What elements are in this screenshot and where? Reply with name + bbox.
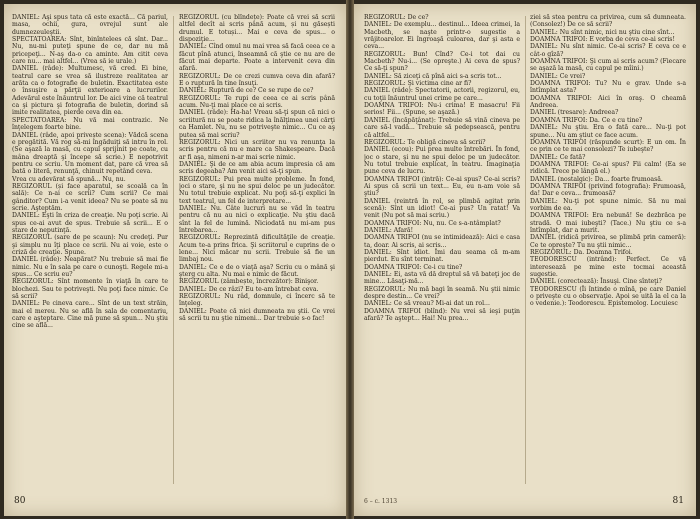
dialogue-paragraph: DOAMNA TRIFOI: Ce-i cu tine? xyxy=(364,263,463,271)
right-page xyxy=(354,4,696,516)
dialogue-paragraph: DANIEL: Ruptură de ce? Ce se rupe de ce? xyxy=(179,87,314,95)
dialogue-paragraph: REGIZORUL: Şi victima cine ar fi? xyxy=(364,80,472,88)
dialogue-paragraph: REGIZORUL (cu blîndețe): Poate că vrei să scrii altfel decît ai scris până acum, și nu găsești drumul. E totuși... Mai e ceva de spus... o dispoziţie... xyxy=(179,14,335,44)
dialogue-paragraph: DANIEL (corectează): Însuşi. Cine sînteţi? xyxy=(530,278,662,286)
dialogue-paragraph: DOAMNA TRIFOI: Nu-i crima! E masacru! Fii serios! Fii... (Spune, se aşază.) xyxy=(364,102,520,117)
dialogue-paragraph: DANIEL: Eşti în criza de creaţie. Nu poţi scrie. Ai spus ce-ai avut de spus. Trebuie să scrii... E o stare de neputinţă. xyxy=(12,212,168,234)
left-column-1 xyxy=(12,14,168,484)
dialogue-paragraph: REGIZORUL: De ce? xyxy=(364,14,429,21)
dialogue-paragraph: DOAMNA TRIFOI (răspunde scurt): E un om. În ce prin ce te mai consolezi? Te iubeşte? xyxy=(530,138,686,154)
dialogue-paragraph: TEODORESCU (intrând): Perfect. Ce vă interesează pe mine este tocmai această sugestie. xyxy=(530,256,686,279)
column-divider xyxy=(525,16,526,484)
dialogue-paragraph: DANIEL (nostalgic): Da... foarte frumoasă. xyxy=(530,175,663,183)
dialogue-paragraph: REGIZORUL: Nu râd, domnule, ci încerc să te înţeleg. xyxy=(179,293,335,308)
dialogue-paragraph: DANIEL: Pe cineva care... Sînt de un text străin, mai el mereu. Nu se află în sala de comentariu, care e aşteptare. Cine mă pune să spun... Nu ştiu cine se află... xyxy=(12,300,168,330)
dialogue-paragraph: DOAMNA TRIFOI: Da. Ce e cu tine? xyxy=(530,116,643,124)
dialogue-paragraph: DANIEL: Aşi spus tata că este exactă... Că pariul, masa, ochii, gura, ovrejul sunt ale dumnezeuleştii. xyxy=(12,14,168,36)
column-divider xyxy=(173,16,174,484)
dialogue-paragraph: DANIEL: Nu-ţi pot spune nimic. Să nu mai vorbim de ea. xyxy=(530,197,686,212)
dialogue-paragraph: ziei să stea pentru ca privirea, cum să dumneata. (Consolez!) De ce să scrii? xyxy=(530,14,686,29)
dialogue-paragraph: DANIEL (râde): Spectatorii, actorii, regizorul, eu, cu toţii înăuntrul unei crime pe care... xyxy=(364,87,520,102)
dialogue-paragraph: DOAMNA TRIFOI: Aici în oraş. O cheamă Andreea. xyxy=(530,94,686,110)
dialogue-paragraph: Vrea cu adevărat să spună... Nu, nu. xyxy=(12,175,126,183)
dialogue-paragraph: DANIEL: Nu ştiu. Era o fată care... Nu-ţi pot spune... Nu am ştiut ce face acum. xyxy=(530,124,686,139)
dialogue-paragraph: DANIEL: Nu. Câte lucruri nu se văd în teatru pentru că nu au nici o explicaţie. Nu ştiu dacă sînt la fel de lumină. Niciodată nu mi-am pus întrebarea... xyxy=(179,204,335,234)
dialogue-paragraph: REGIZORUL: Nu mă bagi în seamă. Nu ştii nimic despre destin... Ce vrei? xyxy=(364,285,520,301)
dialogue-paragraph: DANIEL: Afară! xyxy=(364,226,414,234)
dialogue-paragraph: REGIZORUL (zâmbește, încrezător): Binişor. xyxy=(179,278,319,286)
dialogue-paragraph: TEODORESCU (Îi întinde o mînă, pe care Daniel o priveşte cu o observaţie. Apoi se uită la el ca la o vedenie.): Teodorescu. Epistemolog. Locuiesc xyxy=(530,285,686,308)
dialogue-paragraph: DANIEL (ecou): Pui prea multe întrebări. În fond, joc o stare, şi nu ne spui deloc pe un judecător. Nu totul trebuie explicat, în teatru. Imaginaţia pune ceva de lucru. xyxy=(364,146,520,176)
dialogue-paragraph: DANIEL: Nu sînt nimic. Ce-ai scris? E ceva ce e cât-o gîză? xyxy=(530,43,686,58)
book-gutter xyxy=(346,0,354,519)
dialogue-paragraph: DOAMNA TRIFOI: E vorba de ceva ce-ai scris! xyxy=(530,36,675,44)
dialogue-paragraph: DANIEL (tresare): Andreea? xyxy=(530,109,619,117)
dialogue-paragraph: REGIZORUL (și face aparatul, se scoală ca în sală): Ce n-ai ce scrii? Cum scrii? Ce mai gânditor? Cum i-a venit ideea? Nu se poate să nu scrie. Aşteptăm. xyxy=(12,182,168,212)
dialogue-paragraph: REGIZORUL: Nici un scriitor nu va renunţa la scris pentru că nu e mare ca Shakespeare. Dacă ar fi aşa, nimeni n-ar mai scrie nimic. xyxy=(179,138,335,161)
dialogue-paragraph: DANIEL: Ce e de o viaţă aşa? Scriu cu o mână şi şterg cu alta. Nu mai e nimic de făcut. xyxy=(179,263,335,279)
dialogue-paragraph: REGIZORUL: De ce crezi cumva ceva din afară? E o ruptură în tine însuţi. xyxy=(179,72,335,88)
dialogue-paragraph: DANIEL: Ce să vreau? Mi-ai dat un rol... xyxy=(364,300,490,308)
dialogue-paragraph: DANIEL: Sînt idiot. Îmi dau seama că m-am pierdut. Eu sînt terminat. xyxy=(364,249,520,264)
dialogue-paragraph: REGIZORUL: Sînt momente în viaţă în care te blochezi. Sau te potriveşti. Nu poţi face nimic. Ce să scrii? xyxy=(12,278,168,301)
dialogue-paragraph: DANIEL (reintră în rol, se plimbă agitat prin scenă): Sînt un idiot! Ce-ai pus? Un ratat! Va venit (Nu pot să mai scriu.) xyxy=(364,197,520,220)
dialogue-paragraph: DANIEL (încăpăţânat): Trebuie să vină cineva pe care să-l vadă... Trebuie să pedepsească, pentru că altfel... xyxy=(364,116,520,139)
dialogue-paragraph: DOAMNA TRIFOI (nu se intimidează): Aici e casa ta, doar. Ai scris, ai scris... xyxy=(364,234,520,249)
dialogue-paragraph: DANIEL: De ce râzi? Eu te-am întrebat ceva. xyxy=(179,285,319,293)
left-page xyxy=(4,4,346,516)
dialogue-paragraph: DANIEL (râde): Multumesc, vă cred. Ei bine, teatrul care se vrea să ilustreze realitatea ar arăta ca o fotografie de buletin. Exactitatea este o însuşire a părţii exterioare a lucrurilor. Adevărul este înăuntrul lor. De aici vine că teatrul ca şi pictura şi fotografia de buletin, dorind să imite realitatea, pierde ceva din ea. xyxy=(12,65,168,117)
dialogue-paragraph: DANIEL: Ei, asta vă dă dreptul să vă bateţi joc de mine... Lăsaţi-mă... xyxy=(364,271,520,286)
dialogue-paragraph: DANIEL: Cînd omul nu mai vrea să facă ceea ce a făcut pînă atunci, înseamnă că ştie ce nu are de făcut mai departe. Poate a intervenit ceva din afară. xyxy=(179,43,335,73)
dialogue-paragraph: REGIZORUL: Te obligă cineva să scrii? xyxy=(364,138,486,146)
dialogue-paragraph: REGIZORUL (sare de pe scaun): Nu credeţi. Pur şi simplu nu îţi place ce scrii. Nu ai voie, este o criză de creaţie. Spune. xyxy=(12,234,168,256)
dialogue-paragraph: DOAMNA TRIFOI: Ce-ai spus? Fii calm! (Ea se ridică. Trece pe lângă el.) xyxy=(530,160,686,176)
dialogue-paragraph: REGIZORUL: Bun! Cînd? Ce-i tot dai cu Macbeth? Nu-i... (Se opreşte.) Ai ceva de spus? Ce să-ţi spun? xyxy=(364,50,520,73)
printer-signature: 6 – c. 1313 xyxy=(364,498,398,505)
left-column-2 xyxy=(179,14,335,484)
dialogue-paragraph: DANIEL (râde): Neapărat? Nu trebuie să mai fie nimic. Nu e în sala pe care o cunoşti. Regele mi-a spus... Ce scriu eu? xyxy=(12,256,168,279)
dialogue-paragraph: DANIEL: Nu sînt nimic, nici nu ştiu cine sînt... xyxy=(530,28,675,36)
dialogue-paragraph: DANIEL: Ce vrei? xyxy=(530,72,586,80)
dialogue-paragraph: DANIEL (râde, apoi privește scena): Vădcă scena e pregătită. Vă rog să-mi îngăduiţi să intru în rol. (Se aşază la masă, cu capul sprijinit pe coate, cu mâna dreaptă şi începe să scrie.) E nepotrivit pentru ce scriu. Un moment dat, pare că vrea să bată o literă, renunţă, chinuit repetând ceva. xyxy=(12,131,168,176)
dialogue-paragraph: DOAMNA TRIFOI: Era nebună! Se dezbrăca pe stradă. O mai iubeşti? (Tace.) Nu ştiu ce s-a întîmplat, dar a murit. xyxy=(530,212,686,234)
dialogue-paragraph: DANIEL: Şi de ce am abia acum impresia că am scris degeaba? Am venit aici să-ţi spun. xyxy=(179,160,335,176)
dialogue-paragraph: DOAMNA TRIFOI: Tu? Nu e grav. Unde s-a întîmplat asta? xyxy=(530,80,686,95)
dialogue-paragraph: REGIZORUL: Pui prea multe probleme. În fond, joci o stare, şi nu ne spui deloc pe un judecător. Nu totul trebuie explicat. Nu poţi să-ţi explici în text teatrul, un fel de interpretare... xyxy=(179,175,335,205)
dialogue-paragraph: DANIEL (râde): Ha-ha! Vreau să-ţi spun că nici o scriitură nu se poate ridica la înălţimea unei cărţi ca Hamlet. Nu, nu se potriveşte nimic... Cu ce aş putea să mai scriu? xyxy=(179,109,335,139)
dialogue-paragraph: REGIZORUL: Da. Doamna Trifoi. xyxy=(530,249,633,256)
right-column-2 xyxy=(530,14,686,484)
dialogue-paragraph: SPECTATOAREA: Nu vă mai contrazic. Ne înţelegem foarte bine. xyxy=(12,116,168,132)
page-number-left: 80 xyxy=(14,496,26,506)
dialogue-paragraph: REGIZORUL: Reprezintă dificultăţile de creaţie. Acum te-a prins frica. Şi scriitorul e cuprins de o lene... Nici măcar nu scrii. Trebuie să fie un limbaj nou. xyxy=(179,234,335,264)
dialogue-paragraph: DOAMNA TRIFOI: Nu, nu. Ce s-a-ntâmplat? xyxy=(364,219,501,227)
dialogue-paragraph: DOAMNA TRIFOI (intră): Ce-ai spus? Ce-ai scris? Ai spus că scrii un text... Eu, eu n-am voie să ştiu? xyxy=(364,175,520,198)
dialogue-paragraph: DANIEL (ridică privirea, se plimbă prin cameră): Ce te opreşte? Tu nu ştii nimic... xyxy=(530,234,686,249)
dialogue-paragraph: DANIEL: De exemplu... destinul... Ideea crimei, la Macbeth, se naşte printr-o sugestie a vrăjitoarelor. Ei îngroaşă culoarea, dar şi asta e ceva... xyxy=(364,21,520,51)
dialogue-paragraph: DANIEL: Să ziceţi că pînă aici s-a scris tot... xyxy=(364,72,502,80)
right-column-1 xyxy=(364,14,520,484)
dialogue-paragraph: DOAMNA TRIFOI: Şi cum ai scris acum? (Fiecare se aşază la masă, cu capul pe mîini.) xyxy=(530,58,686,73)
dialogue-paragraph: DANIEL: Poate că nici dumneata nu ştii. Ce vrei să scrii tu nu ştie nimeni... Dar trebuie s-o fac! xyxy=(179,307,335,323)
dialogue-paragraph: DANIEL: Ce fată? xyxy=(530,153,586,161)
dialogue-paragraph: DOAMNA TRIFOI (privind fotografia): Frumoasă, da! Dar e ceva... frumoasă? xyxy=(530,182,686,198)
dialogue-paragraph: REGIZORUL: Te rupi de ceea ce ai scris până acum. Nu-ţi mai place ce ai scris. xyxy=(179,94,335,110)
page-number-right: 81 xyxy=(672,496,684,506)
dialogue-paragraph: DOAMNA TRIFOI (blînd): Nu vrei să ieşi puţin afară? Te aştept... Hai! Nu prea... xyxy=(364,307,520,323)
dialogue-paragraph: SPECTATOAREA: Sînt, binîntelees că sînt. Dar... Nu, nu-mi puteţi spune de ce, dar nu mă pricepeţi... N-aş da-o ca aminte. Am citit ceva care nu... mai altfel... (Vrea să ie urale.) xyxy=(12,36,168,66)
